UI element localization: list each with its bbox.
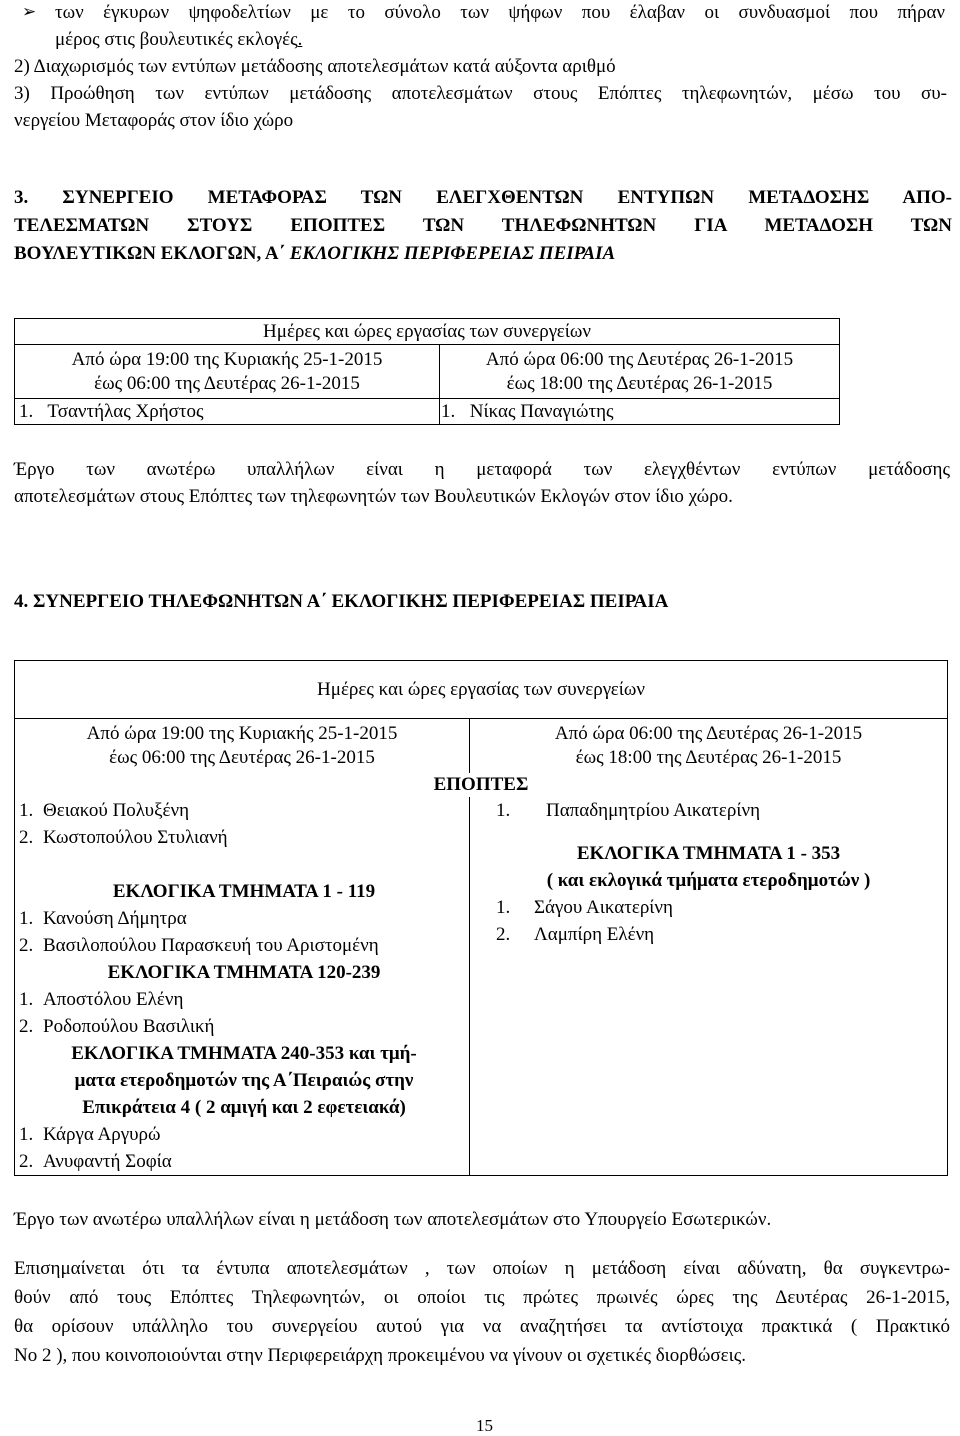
group-title-line-1: ΕΚΛΟΓΙΚΑ ΤΜΗΜΑΤΑ 240-353 και τμή-	[71, 1042, 417, 1064]
section-4-duty: Έργο των ανωτέρω υπαλλήλων είναι η μετάδοση των αποτελεσμάτων στο Υπουργείο Εσωτερικών.	[14, 1209, 772, 1230]
group-title-line-1: ΕΚΛΟΓΙΚΑ ΤΜΗΜΑΤΑ 1 - 353	[576, 842, 841, 864]
group-title-line-2: ( και εκλογικά τμήματα ετεροδημοτών )	[546, 869, 871, 891]
table-header: Ημέρες και ώρες εργασίας των συνεργείων	[15, 661, 948, 719]
list-item: 1. Σάγου Αικατερίνη	[496, 896, 673, 918]
right-column	[470, 797, 948, 1176]
left-column	[15, 797, 470, 1176]
note-line-1: Επισημαίνεται ότι τα έντυπα αποτελεσμάτων , των οποίων η μετάδοση είναι αδύνατη, θα συγκεντρω-	[14, 1258, 950, 1279]
list-item: 2. Ανυφαντή Σοφία	[19, 1150, 172, 1172]
list-item: 1. Κάργα Αργυρώ	[19, 1123, 161, 1145]
note-line-2: θούν από τους Επόπτες Τηλεφωνητών, οι οποίοι τις πρώτες πρωινές ώρες της Δευτέρας 26-1-2015,	[14, 1287, 950, 1308]
shift-left: Από ώρα 19:00 της Κυριακής 25-1-2015 έως 06:00 της Δευτέρας 26-1-2015	[15, 345, 440, 399]
intro-item-2: 2) Διαχωρισμός των εντύπων μετάδοσης αποτελεσμάτων κατά αύξοντα αριθμό	[14, 56, 616, 77]
list-item: 2. Βασιλοπούλου Παρασκευή του Αριστομένη	[19, 934, 379, 956]
section-3-duty-line-2: αποτελεσμάτων στους Επόπτες των τηλεφωνητών των Βουλευτικών Εκλογών στον ίδιο χώρο.	[14, 486, 733, 507]
group-title: ΕΚΛΟΓΙΚΑ ΤΜΗΜΑΤΑ 120-239	[107, 961, 381, 983]
section-4-heading: 4. ΣΥΝΕΡΓΕΙΟ ΤΗΛΕΦΩΝΗΤΩΝ Α΄ ΕΚΛΟΓΙΚΗΣ ΠΕΡΙΦΕΡΕΙΑΣ ΠΕΙΡΑΙΑ	[14, 591, 669, 612]
intro-item-3-line-2: νεργείου Μεταφοράς στον ίδιο χώρο	[14, 110, 294, 131]
section-3-schedule-table	[14, 318, 840, 425]
section-3-heading-line-3: ΒΟΥΛΕΥΤΙΚΩΝ ΕΚΛΟΓΩΝ, Α΄ ΕΚΛΟΓΙΚΗΣ ΠΕΡΙΦΕΡΕΙΑΣ ΠΕΙΡΑΙΑ	[14, 243, 616, 264]
section-3-heading-line-2: ΤΕΛΕΣΜΑΤΩΝ ΣΤΟΥΣ ΕΠΟΠΤΕΣ ΤΩΝ ΤΗΛΕΦΩΝΗΤΩΝ ΓΙΑ ΜΕΤΑΔΟΣΗ ΤΩΝ	[14, 215, 952, 236]
group-title: ΕΚΛΟΓΙΚΑ ΤΜΗΜΑΤΑ 1 - 119	[112, 880, 376, 902]
section-3-duty-line-1: Έργο των ανωτέρω υπαλλήλων είναι η μεταφορά των ελεγχθέντων εντύπων μετάδοσης	[14, 459, 950, 480]
table-header: Ημέρες και ώρες εργασίας των συνεργείων	[15, 319, 840, 345]
list-item: 2. Κωστοπούλου Στυλιανή	[19, 826, 228, 848]
shift-right: Από ώρα 06:00 της Δευτέρας 26-1-2015 έως 18:00 της Δευτέρας 26-1-2015	[440, 345, 840, 399]
supervisors-label: ΕΠΟΠΤΕΣ	[15, 773, 948, 797]
note-line-3: θα ορίσουν υπάλληλο του συνεργείου αυτού για να αναζητήσει τα αντίστοιχα πρακτικά ( Πρακτικό	[14, 1316, 950, 1337]
shift-right: Από ώρα 06:00 της Δευτέρας 26-1-2015 έως 18:00 της Δευτέρας 26-1-2015	[470, 719, 948, 773]
group-title-line-3: Επικράτεια 4 ( 2 αμιγή και 2 εφετειακά)	[82, 1096, 406, 1118]
arrow-bullet-icon: ➢	[22, 2, 37, 22]
person-right: 1. Νίκας Παναγιώτης	[440, 399, 840, 425]
person-left: 1. Τσαντήλας Χρήστος	[15, 399, 440, 425]
intro-bullet-line-2: μέρος στις βουλευτικές εκλογές.	[55, 29, 303, 50]
list-item: 1. Κανούση Δήμητρα	[19, 907, 187, 929]
group-title-line-2: ματα ετεροδημοτών της Α΄Πειραιώς στην	[74, 1069, 414, 1091]
list-item: 2. Ροδοπούλου Βασιλική	[19, 1015, 215, 1037]
section-3-heading-line-1: 3. ΣΥΝΕΡΓΕΙΟ ΜΕΤΑΦΟΡΑΣ ΤΩΝ ΕΛΕΓΧΘΕΝΤΩΝ ΕΝΤΥΠΩΝ ΜΕΤΑΔΟΣΗΣ ΑΠΟ-	[14, 187, 952, 208]
intro-bullet-line-1: των έγκυρων ψηφοδελτίων με το σύνολο των ψήφων που έλαβαν οι συνδυασμοί που πήραν	[55, 2, 945, 23]
section-4-schedule-table	[14, 660, 948, 1176]
list-item: 1. Αποστόλου Ελένη	[19, 988, 184, 1010]
page-number: 15	[476, 1416, 493, 1435]
list-item: 1. Θειακού Πολυξένη	[19, 799, 190, 821]
intro-item-3-line-1: 3) Προώθηση των εντύπων μετάδοσης αποτελεσμάτων στους Επόπτες τηλεφωνητών, μέσω του συ-	[14, 83, 947, 104]
list-item: 1. Παπαδημητρίου Αικατερίνη	[496, 799, 761, 821]
shift-left: Από ώρα 19:00 της Κυριακής 25-1-2015 έως 06:00 της Δευτέρας 26-1-2015	[15, 719, 470, 773]
list-item: 2. Λαμπίρη Ελένη	[496, 923, 655, 945]
note-line-4: Νο 2 ), που κοινοποιούνται στην Περιφερειάρχη προκειμένου να γίνουν οι σχετικές διορθώσεις.	[14, 1345, 746, 1366]
